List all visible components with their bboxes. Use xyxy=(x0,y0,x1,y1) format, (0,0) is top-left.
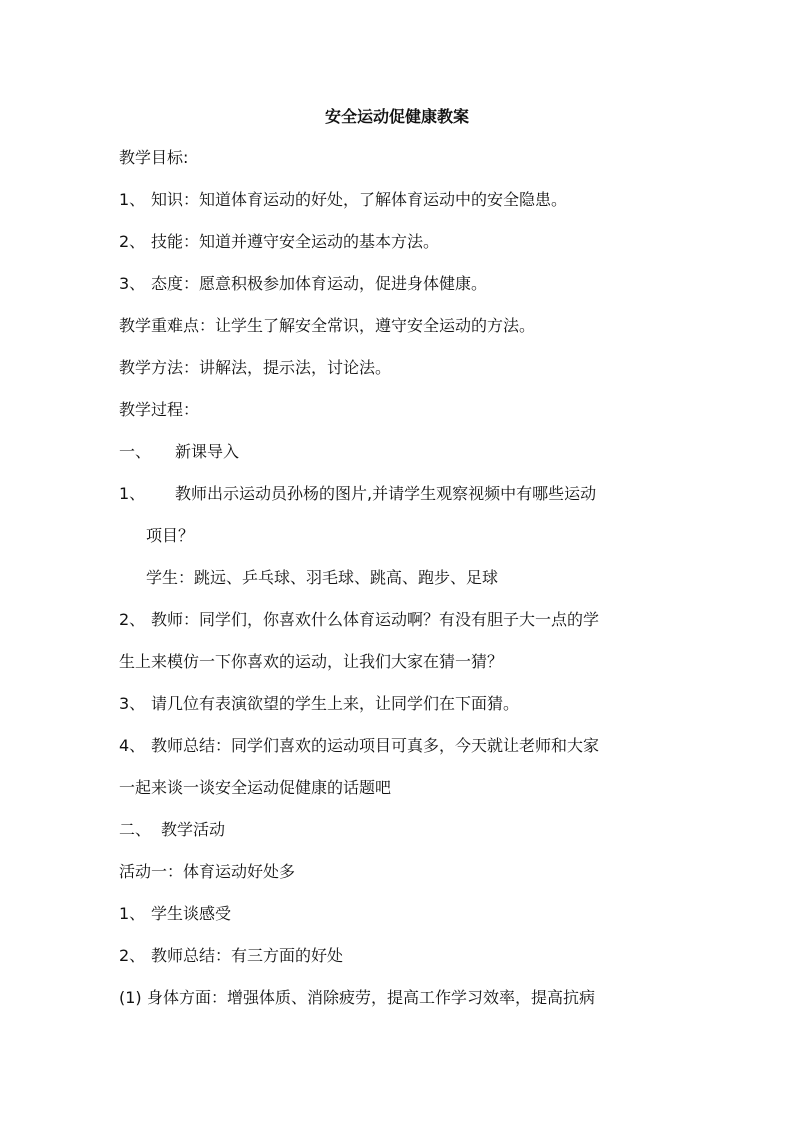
intro-item-1 xyxy=(119,482,596,506)
intro-item-3 xyxy=(119,692,519,716)
activity-heading: 活动一：体育运动好处多 xyxy=(119,862,296,881)
goal-item-2 xyxy=(119,230,439,254)
goal-item-1 xyxy=(119,188,567,212)
sub-item-1 xyxy=(119,986,595,1010)
list-number: 1、 xyxy=(119,904,146,923)
list-number: 1、 xyxy=(119,190,146,209)
item-text: 请几位有表演欲望的学生上来，让同学们在下面猜。 xyxy=(151,694,520,713)
list-number: 2、 xyxy=(119,232,146,251)
sub-text: 身体方面：增强体质、消除疲劳，提高工作学习效率，提高抗病 xyxy=(147,988,596,1007)
list-number: 2、 xyxy=(119,946,146,965)
item-text: 教师总结：有三方面的好处 xyxy=(151,946,344,965)
list-number: 3、 xyxy=(119,694,146,713)
goals-heading: 教学目标: xyxy=(119,148,189,167)
goal-item-3 xyxy=(119,272,487,296)
teaching-methods: 教学方法：讲解法，提示法，讨论法。 xyxy=(119,358,392,377)
intro-item-4 xyxy=(119,734,599,758)
section-number: 一、 xyxy=(119,442,152,461)
process-heading: 教学过程： xyxy=(119,400,200,419)
item-text: 教师出示运动员孙杨的图片,并请学生观察视频中有哪些运动 xyxy=(175,484,597,503)
item-text: 教师：同学们，你喜欢什么体育运动啊？有没有胆子大一点的学 xyxy=(151,610,600,629)
sub-number: (1) xyxy=(119,988,142,1007)
activity-item-2 xyxy=(119,944,343,968)
list-number: 2、 xyxy=(119,610,146,629)
item-text: 学生谈感受 xyxy=(151,904,232,923)
section-title: 教学活动 xyxy=(161,820,226,839)
intro-item-4-continued: 一起来谈一谈安全运动促健康的话题吧 xyxy=(119,778,392,797)
intro-item-2-continued: 生上来模仿一下你喜欢的运动，让我们大家在猜一猜？ xyxy=(119,652,504,671)
section-title: 新课导入 xyxy=(175,442,240,461)
section-number: 二、 xyxy=(119,820,152,839)
section-heading-1 xyxy=(119,440,239,464)
key-points: 教学重难点：让学生了解安全常识，遵守安全运动的方法。 xyxy=(119,316,536,335)
page-title: 安全运动促健康教案 xyxy=(324,107,469,126)
section-heading-2 xyxy=(119,818,225,842)
list-number: 3、 xyxy=(119,274,146,293)
intro-item-1-continued: 项目？ xyxy=(146,526,195,545)
goal-text: 态度：愿意积极参加体育运动，促进身体健康。 xyxy=(151,274,488,293)
activity-item-1 xyxy=(119,902,231,926)
student-answer: 学生：跳远、乒乓球、羽毛球、跳高、跑步、足球 xyxy=(146,568,499,587)
intro-item-2 xyxy=(119,608,599,632)
item-text: 教师总结：同学们喜欢的运动项目可真多，今天就让老师和大家 xyxy=(151,736,600,755)
goal-text: 知识：知道体育运动的好处，了解体育运动中的安全隐患。 xyxy=(151,190,568,209)
goal-text: 技能：知道并遵守安全运动的基本方法。 xyxy=(151,232,440,251)
list-number: 4、 xyxy=(119,736,146,755)
list-number: 1、 xyxy=(119,484,146,503)
